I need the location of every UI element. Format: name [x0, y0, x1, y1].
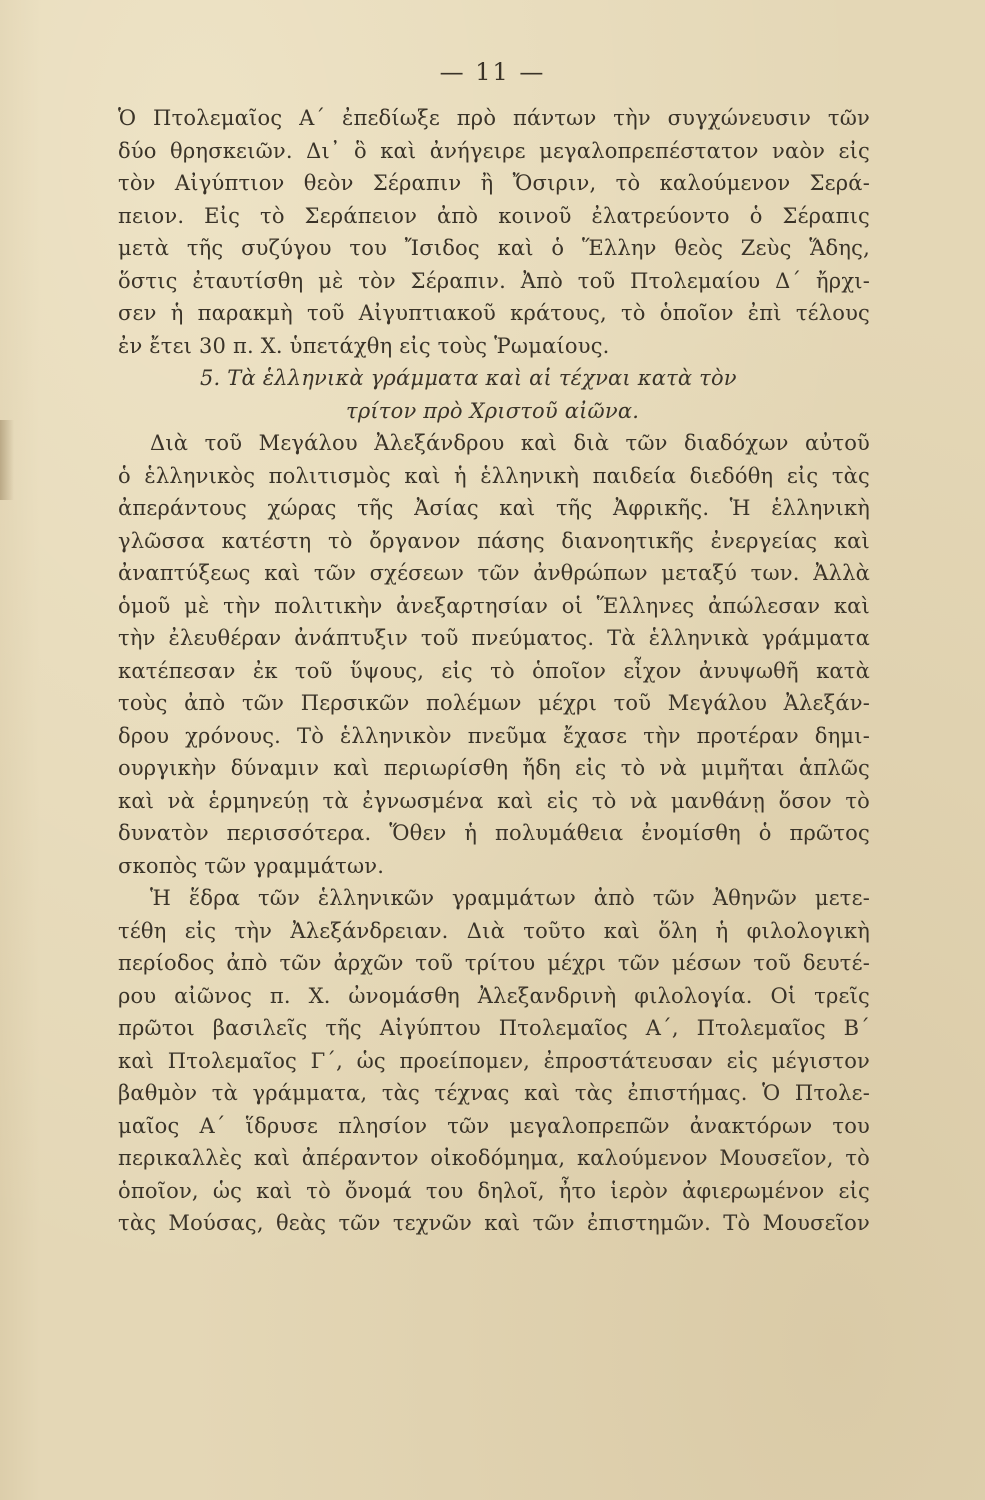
text-line: περικαλλὲς καὶ ἀπέραντον οἰκοδόμημα, καλούμενον Μουσεῖον, τὸ — [118, 1146, 870, 1170]
text-line: σκοπὸς τῶν γραμμάτων. — [118, 853, 385, 878]
text-line: τὸν Αἰγύπτιον θεὸν Σέραπιν ἢ Ὄσιριν, τὸ καλούμενον Σερά- — [118, 171, 870, 195]
text-line: ὁ ἑλληνικὸς πολιτισμὸς καὶ ἡ ἑλληνικὴ παιδεία διεδόθη εἰς τὰς — [118, 463, 870, 488]
text-line: καὶ Πτολεμαῖος Γ´, ὡς προείπομεν, ἐπροστάτευσαν εἰς μέγιστον — [118, 1048, 870, 1073]
text-line: πειον. Εἰς τὸ Σεράπειον ἀπὸ κοινοῦ ἐλατρεύοντο ὁ Σέραπις — [118, 203, 870, 228]
text-line: Ὁ Πτολεμαῖος Α´ ἐπεδίωξε πρὸ πάντων τὴν συγχώνευσιν τῶν — [118, 106, 870, 130]
section-heading-line: 5. Τὰ ἑλληνικὰ γράμματα καὶ αἱ τέχναι κατὰ τὸν — [200, 366, 737, 390]
text-line: δυνατὸν περισσότερα. Ὅθεν ἡ πολυμάθεια ἐνομίσθη ὁ πρῶτος — [118, 821, 870, 845]
text-line: γλῶσσα κατέστη τὸ ὄργανον πάσης διανοητικῆς ἐνεργείας καὶ — [118, 528, 870, 553]
text-line: περίοδος ἀπὸ τῶν ἀρχῶν τοῦ τρίτου μέχρι τῶν μέσων τοῦ δευτέ- — [118, 951, 870, 975]
text-line: σεν ἡ παρακμὴ τοῦ Αἰγυπτιακοῦ κράτους, τὸ ὁποῖον ἐπὶ τέλους — [118, 301, 870, 325]
text-line: μαῖος Α´ ἵδρυσε πλησίον τῶν μεγαλοπρεπῶν ἀνακτόρων του — [118, 1113, 870, 1138]
text-line: τὴν ἐλευθέραν ἀνάπτυξιν τοῦ πνεύματος. Τὰ ἑλληνικὰ γράμματα — [118, 626, 870, 650]
text-line: πρῶτοι βασιλεῖς τῆς Αἰγύπτου Πτολεμαῖος Α´, Πτολεμαῖος Β´ — [118, 1016, 870, 1040]
text-line: ουργικὴν δύναμιν καὶ περιωρίσθη ἤδη εἰς τὸ νὰ μιμῆται ἁπλῶς — [118, 756, 870, 780]
text-line: τέθη εἰς τὴν Ἀλεξάνδρειαν. Διὰ τοῦτο καὶ ὅλη ἡ φιλολογικὴ — [118, 918, 870, 943]
text-line: Ἡ ἕδρα τῶν ἑλληνικῶν γραμμάτων ἀπὸ τῶν Ἀθηνῶν μετε- — [150, 886, 870, 910]
text-line: μετὰ τῆς συζύγου του Ἴσιδος καὶ ὁ Ἕλλην θεὸς Ζεὺς Ἅδης, — [118, 236, 870, 260]
text-line: δύο θρησκειῶν. Δι᾽ ὃ καὶ ἀνήγειρε μεγαλοπρεπέστατον ναὸν εἰς — [118, 138, 870, 163]
text-line: ὁμοῦ μὲ τὴν πολιτικὴν ἀνεξαρτησίαν οἱ Ἕλληνες ἀπώλεσαν καὶ — [118, 593, 870, 618]
text-line: τὰς Μούσας, θεὰς τῶν τεχνῶν καὶ τῶν ἐπιστημῶν. Τὸ Μουσεῖον — [118, 1211, 870, 1235]
page-number: — 11 — — [439, 58, 546, 86]
text-line: ὁποῖον, ὡς καὶ τὸ ὄνομά του δηλοῖ, ἦτο ἱερὸν ἀφιερωμένον εἰς — [118, 1178, 870, 1203]
text-line: ἀπεράντους χώρας τῆς Ἀσίας καὶ τῆς Ἀφρικῆς. Ἡ ἑλληνικὴ — [118, 496, 870, 520]
text-line: τοὺς ἀπὸ τῶν Περσικῶν πολέμων μέχρι τοῦ Μεγάλου Ἀλεξάν- — [118, 691, 870, 715]
text-line: ρου αἰῶνος π. Χ. ὠνομάσθη Ἀλεξανδρινὴ φιλολογία. Οἱ τρεῖς — [118, 983, 870, 1008]
text-line: ἀναπτύξεως καὶ τῶν σχέσεων τῶν ἀνθρώπων μεταξύ των. Ἀλλὰ — [118, 561, 870, 585]
text-line: δρου χρόνους. Τὸ ἑλληνικὸν πνεῦμα ἔχασε τὴν προτέραν δημι- — [118, 723, 870, 748]
text-line: ὅστις ἐταυτίσθη μὲ τὸν Σέραπιν. Ἀπὸ τοῦ Πτολεμαίου Δ´ ἤρχι- — [118, 268, 870, 293]
text-line: βαθμὸν τὰ γράμματα, τὰς τέχνας καὶ τὰς ἐπιστήμας. Ὁ Πτολε- — [118, 1081, 870, 1105]
text-line: καὶ νὰ ἑρμηνεύῃ τὰ ἐγνωσμένα καὶ εἰς τὸ νὰ μανθάνῃ ὅσον τὸ — [118, 788, 870, 813]
body-text — [118, 102, 870, 1240]
text-line: Διὰ τοῦ Μεγάλου Ἀλεξάνδρου καὶ διὰ τῶν διαδόχων αὐτοῦ — [150, 431, 870, 455]
text-line: ἐν ἔτει 30 π. Χ. ὑπετάχθη εἰς τοὺς Ῥωμαίους. — [118, 333, 610, 358]
section-heading-line: τρίτον πρὸ Χριστοῦ αἰῶνα. — [346, 398, 640, 423]
text-line: κατέπεσαν ἐκ τοῦ ὕψους, εἰς τὸ ὁποῖον εἶχον ἀνυψωθῆ κατὰ — [118, 658, 870, 683]
page-stain — [0, 420, 14, 500]
